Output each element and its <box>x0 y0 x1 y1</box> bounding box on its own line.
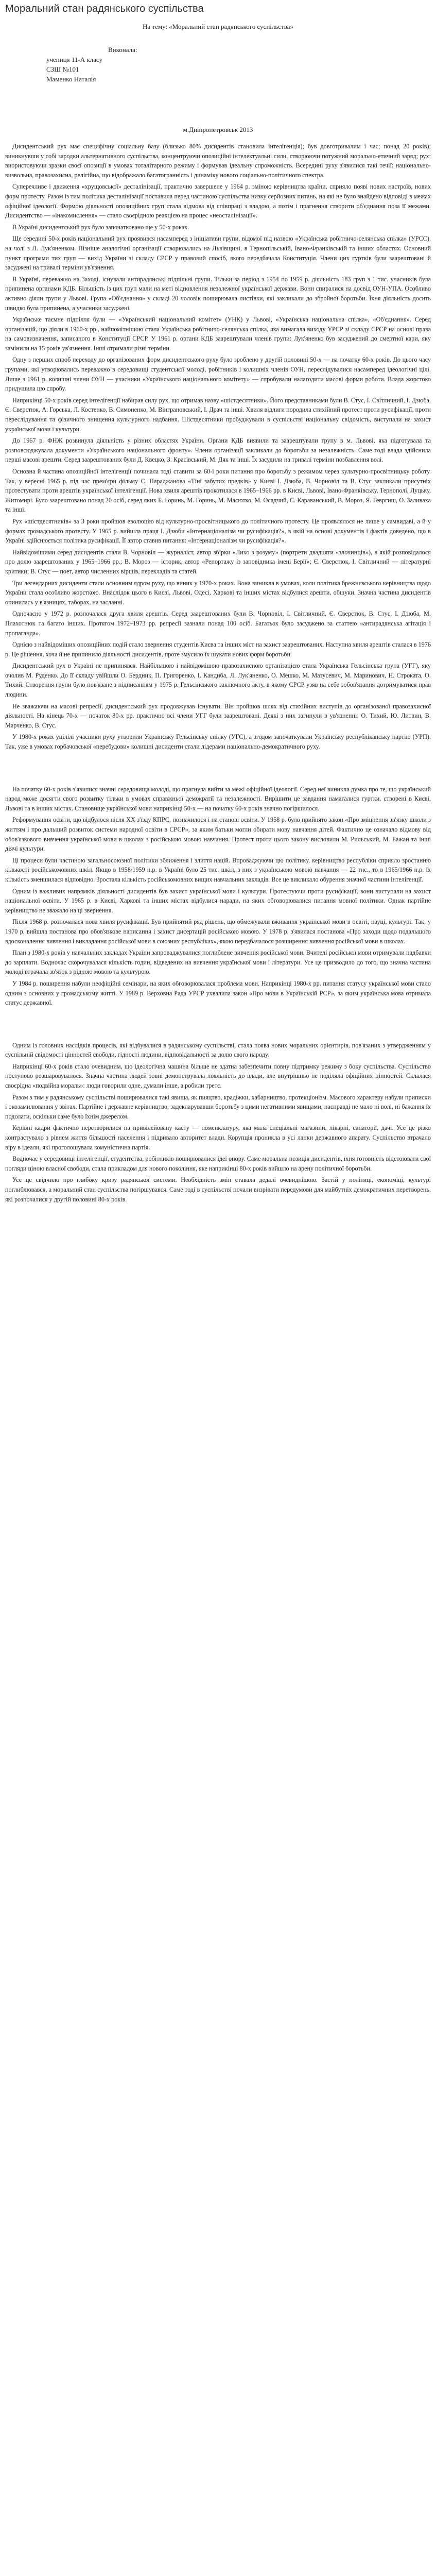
body-part-2 <box>5 785 431 1008</box>
paragraph: У 1980-х роках уцілілі учасники руху утворили Українську Гельсінську спілку (УГС), а згодом започаткували Українську республіканську партію (УРП). Так, уже в умовах горбачовської «перебудови» колишні дисиденти стали лідерами національно-демократичного руху. <box>5 733 431 751</box>
paragraph: Однією з найвідоміших опозиційних подій стало звернення студентів Києва та інших міст на захист заарештованих. Наступна хвиля арештів сталася в 1976 р. Це рішення, хоча й не припинило діяльності дисидентів, проте змусило їх шукати нових форм боротьби. <box>5 641 431 658</box>
paragraph: Наприкінці 50-х років серед інтелігенції набирав силу рух, що отримав назву «шістдесятники». Його представниками були В. Стус, І. Світличний, І. Дзюба, Є. Сверстюк, А. Горська, Л. Костенко, В. Симоненко, М. Вінграновський, І. Драч та інші. Хвиля відлиги породила стихійний протест проти русифікації, проти переслідування та фізичного знищення культурного надбання. Шістдесятники пробуджували в суспільстві національну свідомість, виступали на захист української мови і культури. <box>5 396 431 433</box>
paragraph: Ще середині 50-х років національний рух проявився насамперед з ініціативи групи, відомої під назвою «Українська робітничо-селянська спілка» (УРСС), на чолі з Л. Лук'яненком. Пізніше аналогічні організації створювались на Львівщині, в Тернопільській, Івано-Франківській та інших областях. Основний пункт програми тих груп — вихід України зі складу СРСР у правовий спосіб, якого передбачала Конституція. Члени цих гуртків були заарештовані й засуджені на тривалі терміни ув'язнення. <box>5 235 431 272</box>
paragraph: Одночасно у 1972 р. розпочалася друга хвиля арештів. Серед заарештованих були В. Чорновіл, І. Світличний, Є. Сверстюк, В. Стус, І. Дзюба, М. Плахотнюк та багато інших. Протягом 1972–1973 рр. репресії зазнали понад 100 осіб. Багатьох було засуджено за статтею «антирадянська агітація і пропаганда». <box>5 610 431 637</box>
paragraph: Дисидентський рух в Україні не припинявся. Найбільшою і найвідомішою правозахисною організацією стала Українська Гельсінська група (УГГ), яку очолив М. Руденко. До її складу увійшли О. Бердник, П. Григоренко, І. Кандиба, Л. Лук'яненко, О. Мешко, М. Матусевич, М. Маринович, Н. Строката, О. Тихий. Створення групи було пов'язане з підписанням у 1975 р. Гельсінського заключного акту, в якому СРСР узяв на себе зобов'язання дотримуватися прав людини. <box>5 662 431 699</box>
paragraph: Рух «шістдесятників» за 3 роки пройшов еволюцію від культурно-просвітницького до політичного протесту. Це проявлялося не лише у самвидаві, а й у формах громадського протесту. У 1965 р. вийшла праця І. Дзюби «Інтернаціоналізм чи русифікація?», в якій на основі документів і фактів доведено, що в Україні здійснюється політика русифікації. Її автор ставив питання: «Інтернаціоналізм чи русифікація?». <box>5 517 431 545</box>
paragraph: Найвідомішими серед дисидентів стали В. Чорновіл — журналіст, автор збірки «Лихо з розуму» (портрети двадцяти «злочинців»), в якій розповідалося про долю заарештованих у 1965–1966 рр.; В. Мороз — історик, автор «Репортажу із заповідника імені Берії»; Є. Сверстюк, І. Світличний — літературні критики; В. Стус — поет, автор численних віршів, перекладів та статей. <box>5 548 431 575</box>
paragraph: Після 1968 р. розпочалася нова хвиля русифікації. Був прийнятий ряд рішень, що обмежували вживання української мови в освіті, науці, культурі. Так, у 1970 р. вийшла постанова про обов'язкове написання і захист дисертацій російською мовою. У 1978 р. з'явилася постанова «Про заходи щодо подальшого вдосконалення вивчення і викладання російської мови в союзних республіках», якою передбачалося розширення вивчення російської мови в школах. <box>5 918 431 945</box>
performer-line: СЗШ №101 <box>46 65 79 73</box>
body-part-3 <box>5 1041 431 1205</box>
paragraph: Керівні кадри фактично перетворилися на привілейовану касту — номенклатуру, яка мала спеціальні магазини, лікарні, санаторії, дачі. Усе це різко контрастувало з рівнем життя більшості населення і підривало авторитет влади. Корупція проникла в усі ланки державного апарату. Суспільство втрачало віру в ідеали, які проголошувала комуністична партія. <box>5 1124 431 1151</box>
theme-line: На тему: «Моральний стан радянського суспільства» <box>143 23 293 30</box>
performer-line: учениця 11-А класу <box>46 56 103 63</box>
paragraph: Не зважаючи на масові репресії, дисидентський рух продовжував існувати. Він пройшов шлях від стихійних виступів до організованої правозахисної діяльності. На кінець 70-х — початок 80-х рр. практично всі члени УГГ були заарештовані. Деякі з них загинули в ув'язненні: О. Тихий, Ю. Литвин, В. Марченко, В. Стус. <box>5 702 431 729</box>
body-part-1 <box>5 142 431 752</box>
performer-label: Виконала: <box>108 46 137 54</box>
paragraph: Одним із головних наслідків процесів, які відбувалися в радянському суспільстві, стала поява нових моральних орієнтирів, пов'язаних з утвердженням у суспільній свідомості цінностей свободи, гідності людини, відповідальності за долю свого народу. <box>5 1041 431 1059</box>
paragraph: У 1984 р. поширення набули неофіційні семінари, на яких обговорювалася проблема мови. Наприкінці 1980-х рр. питання статусу української мови стало одним з основних у громадському житті. У 1989 р. Верховна Рада УРСР ухвалила закон «Про мови в Українській РСР», за яким українська мова отримала статус державної. <box>5 979 431 1007</box>
paragraph: Суперечливе і движення «хрущовської» десталінізації, практично завершене у 1964 р. зміною керівництва країни, сприяло появі нових настроїв, нових форм протесту. Разом із тим політика десталінізації поставила перед частиною суспільства низку серйозних питань, на які не було знайдено відповіді в межах офіційної ідеології. Формою діяльності опозиційних груп стала відмова від співпраці з владою, а потім і прагнення створити об'єднання поза її межами. Дисидентство — «інакомислення» — стало своєрідною реакцією на процес «неосталінізації». <box>5 183 431 219</box>
paragraph: Одну з перших спроб переходу до організованих форм дисидентського руху було зроблено у другій половині 50-х — на початку 60-х років. До цього часу групами, які утворювались переважно в середовищі студентської молоді, робітників і колишніх членів ОУН, переслідувалися насамперед ідеологічні цілі. Лише з 1961 р. колишні члени ОУН — учасники «Українського національного комітету» — спробували налагодити масові форми роботи. Влада жорстоко придушила цю спробу. <box>5 356 431 393</box>
paragraph: Реформування освіти, що відбулося після XX з'їзду КПРС, позначилося і на станові освіти. У 1958 р. було прийнято закон «Про зміцнення зв'язку школи з життям і про дальший розвиток системи народної освіти в СРСР», за яким батьки могли обирати мову навчання дітей. Фактично це означало відмову від обов'язкового вивчення української мови в школах з російською мовою навчання. Протест проти цього закону висловили М. Рильський, М. Бажан та інші діячі культури. <box>5 816 431 853</box>
paragraph: До 1967 р. ФНЖ розвинула діяльність у різних областях України. Органи КДБ виявили та заарештували групу в м. Львові, яка підготувала та розповсюджувала документи «Українського національного фронту». Члени організації закликали до боротьби за незалежність. Саме тоді влада здійснила перші масові арешти. Серед заарештованих були Д. Квецко, З. Красівський, М. Дяк та інші. Їх засудили на тривалі терміни позбавлення волі. <box>5 437 431 464</box>
paragraph: В Україні, переважно на Заході, існували антирадянські підпільні групи. Тільки за період з 1954 по 1959 р. діяльність 183 груп з 1 тис. учасників була припинена органами КДБ. Більшість із цих груп мали на меті відновлення незалежної української держави. Вони спиралися на досвід ОУН-УПА. Особливо активно діяли групи у Львові. Група «Об'єднання» у складі 20 чоловік поширювала листівки, які закликали до збройної боротьби. Їхня діяльність досить швидко була припинена, а учасники засуджені. <box>5 275 431 312</box>
paragraph: Усе це свідчило про глибоку кризу радянської системи. Необхідність змін ставала дедалі очевиднішою. Застій у політиці, економіці, культурі поглиблювався, а моральний стан суспільства погіршувався. Саме тоді в суспільстві почали визрівати передумови для майбутніх демократичних перетворень, які розпочалися у другій половині 80-х років. <box>5 1176 431 1203</box>
paragraph: Основна й частина опозиційної інтелігенції починала тоді ставити за 60-і роки питання про боротьбу з режимом через культурно-просвітницьку роботу. Так, у вересні 1965 р. під час прем'єри фільму С. Параджанова «Тіні забутих предків» у Києві І. Дзюба, В. Чорновіл та В. Стус закликали присутніх протестувати проти арештів української інтелігенції. Нова хвиля арештів прокотилася в 1965–1966 рр. в Києві, Львові, Івано-Франківську, Тернополі, Луцьку, Житомирі. Було заарештовано понад 20 осіб, серед яких Б. Горинь, М. Горинь, М. Масютко, М. Осадчий, С. Караванський, В. Мороз, Я. Гевргиш, О. Заливаха та інші. <box>5 468 431 514</box>
paragraph: Ці процеси були частиною загальносоюзної політики зближення і злиття націй. Впроваджуючи цю політику, керівництво республіки сприяло зростанню кількості російськомовних шкіл. Якщо в 1958/1959 н.р. в Україні було 25 тис. шкіл, з них з українською мовою навчання — 22 тис., то в 1965/1966 н.р. їх кількість зменшилася відповідно. Зростала кількість російськомовних вищих навчальних закладів. Все це викликало обурення значної частини інтелігенції. <box>5 856 431 883</box>
paragraph: Наприкінці 60-х років стало очевидним, що ідеологічна машина більше не здатна забезпечити повну підтримку режиму з боку суспільства. Суспільство поступово розшаровувалося. Значна частина людей зовні демонструвала лояльність до влади, але внутрішньо не поділяла офіційних цінностей. Склалася своєрідна «подвійна мораль»: люди говорили одне, думали інше, а робили третє. <box>5 1062 431 1090</box>
performer-line: Маменко Наталія <box>46 75 96 83</box>
section-gap <box>5 1010 431 1041</box>
document-page <box>0 0 436 1204</box>
paragraph: Українське таємне підпілля були — «Український національний комітет» (УНК) у Львові, «Українська національна спілка», «Об'єднання». Серед організацій, що діяли в 1960-х рр., найпомітнішою стала Українська робітничо-селянська спілка, яка вимагала виходу УРСР зі складу СРСР на основі права на самовизначення, записаного в Конституції СРСР. У 1961 р. органи КДБ заарештували членів групи: Лук'яненко був засуджений до смертної кари, яку замінили на 15 років ув'язнення. Інші отримали різні терміни. <box>5 316 431 352</box>
paragraph: Водночас у середовищі інтелігенції, студентства, робітників поширювалися ідеї опору. Саме моральна позиція дисидентів, їхня готовність відстоювати свої погляди ціною власної свободи, стала прикладом для нового покоління, яке наприкінці 80-х років вийшло на арену політичної боротьби. <box>5 1155 431 1172</box>
city-year: м.Дніпропетровськ 2013 <box>183 126 253 133</box>
paragraph: Разом з тим у радянському суспільстві поширювалися такі явища, як пияцтво, крадіжки, хабарництво, протекціонізм. Масового характеру набули приписки і окозамилювання у звітах. Партійне і державне керівництво, задекларувавши боротьбу з цими негативними явищами, насправді не мало ні волі, ні бажання їх подолати, оскільки саме було їхнім джерелом. <box>5 1093 431 1120</box>
paragraph: Три легендарних дисиденти стали основним ядром руху, що виник у 1970-х роках. Вона виникла в умовах, коли політика брежнєвського керівництва щодо України стала особливо жорсткою. Внаслідок цього в Києві, Львові, Одесі, Харкові та інших містах відбулися арешти, обшуки. Значна частина дисидентів опинилась у в'язницях, таборах, на засланні. <box>5 579 431 606</box>
paragraph: На початку 60-х років з'явилися значні середовища молоді, що прагнула вийти за межі офіційної ідеології. Серед неї виникла думка про те, що український народ може досягти свого розвитку тільки в умовах справжньої демократії та незалежності. Вирішити це завдання намагалися гуртки, створені в Києві, Львові та в інших містах. Становище української мови наприкінці 50-х — на початку 60-х років значно погіршилося. <box>5 785 431 812</box>
paragraph: План з 1980-х років у навчальних закладах України запроваджувалися поглиблене вивчення російської мови. Вчителі російської мови отримували надбавки до зарплати. Водночас скорочувалася кількість годин, відведених на вивчення української мови і літератури. Усе це призводило до того, що значна частина молоді втрачала зв'язок з рідною мовою та культурою. <box>5 949 431 976</box>
document-title: Моральний стан радянського суспільства <box>5 3 204 14</box>
section-gap <box>5 754 431 785</box>
paragraph: В Україні дисидентський рух було започатковано ще у 50-х роках. <box>12 223 189 231</box>
performer-block <box>46 45 431 84</box>
paragraph: Одним із важливих напрямків діяльності дисидентів був захист української мови і культури. Протестуючи проти русифікації, вони виступали на захист національної освіти. У 1965 р. в Києві, Харкові та інших містах відбулися наради, на яких обговорювалися питання мовної політики. Однак партійне керівництво не зважало на ці звернення. <box>5 887 431 914</box>
paragraph: Дисидентський рух має специфічну соціальну базу (близько 80% дисидентів становила інтелігенція); був довготривалим і час; понад 20 років); виникнувши у собі зародки альтернативного суспільства, концентруючи опозиційні інтелектуальні сили, створюючи потужний морально-етичний заряд; рух; виористовуючи зразки своєї опозиції в умовах тоталітарного режиму і формував ідеальну спроможність. Всередині руху з'явилися такі течії: національно-визвольна, правозахисна, релігійна, що відображало багатогранність і динаміку нового соціально-політичного спектра. <box>5 143 431 179</box>
